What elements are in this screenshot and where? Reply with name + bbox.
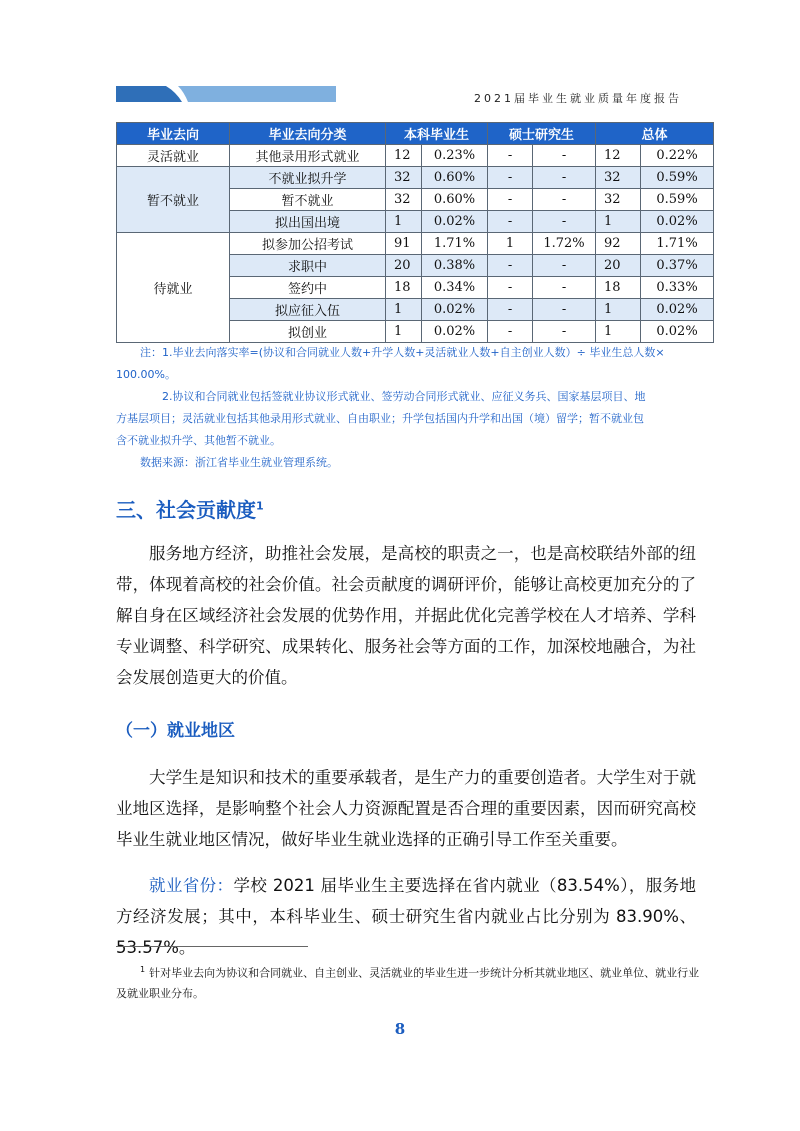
cell-value: 1.71% <box>422 233 488 255</box>
header-overall: 总体 <box>596 123 714 145</box>
category-cell: 签约中 <box>230 277 386 299</box>
table-note-2-line-1: 2.协议和合同就业包括签就业协议形式就业、签劳动合同形式就业、应征义务兵、国家基层项目、地 <box>162 390 646 403</box>
cell-value: 32 <box>386 167 422 189</box>
cell-value: 0.02% <box>422 299 488 321</box>
cell-value: - <box>533 255 596 277</box>
cell-value: 0.02% <box>422 211 488 233</box>
cell-value: 32 <box>386 189 422 211</box>
cell-value: 1 <box>386 321 422 343</box>
cell-value: - <box>533 211 596 233</box>
cell-value: 1 <box>596 211 641 233</box>
table-note-1-line-1: 注：1.毕业去向落实率=(协议和合同就业人数+升学人数+灵活就业人数+自主创业人数）÷ 毕业生总人数× <box>140 346 665 359</box>
cell-value: - <box>488 145 533 167</box>
cell-value: - <box>533 277 596 299</box>
cell-value: 0.23% <box>422 145 488 167</box>
graduation-destination-table <box>116 122 714 343</box>
header-destination: 毕业去向 <box>117 123 230 145</box>
category-cell: 暂不就业 <box>230 189 386 211</box>
cell-value: - <box>533 145 596 167</box>
cell-value: - <box>533 167 596 189</box>
cell-value: 91 <box>386 233 422 255</box>
cell-value: 12 <box>386 145 422 167</box>
cell-value: - <box>533 189 596 211</box>
cell-value: - <box>488 167 533 189</box>
group-label: 待就业 <box>117 233 230 343</box>
subsection-title: （一）就业地区 <box>116 721 235 741</box>
table-note-1-line-2: 100.00%。 <box>116 368 176 381</box>
cell-value: 20 <box>596 255 641 277</box>
category-cell: 不就业拟升学 <box>230 167 386 189</box>
paragraph-employment-province <box>116 870 696 963</box>
cell-value: 1 <box>596 321 641 343</box>
cell-value: 1.71% <box>641 233 714 255</box>
footnote-number: 1 <box>140 965 146 974</box>
group-label: 灵活就业 <box>117 145 230 167</box>
cell-value: - <box>533 321 596 343</box>
cell-value: - <box>488 255 533 277</box>
table-row <box>117 145 714 167</box>
cell-value: 1 <box>386 211 422 233</box>
category-cell: 其他录用形式就业 <box>230 145 386 167</box>
cell-value: 0.59% <box>641 189 714 211</box>
cell-value: - <box>488 299 533 321</box>
cell-value: 0.22% <box>641 145 714 167</box>
header-undergrad: 本科毕业生 <box>386 123 488 145</box>
section-title <box>116 494 264 523</box>
table-row <box>117 233 714 255</box>
cell-value: 32 <box>596 167 641 189</box>
footnote-text: 针对毕业去向为协议和合同就业、自主创业、灵活就业的毕业生进一步统计分析其就业地区、就业单位、就业行业及就业职业分布。 <box>116 966 700 1000</box>
cell-value: 0.02% <box>641 321 714 343</box>
footnote-divider <box>116 946 308 947</box>
cell-value: 0.02% <box>641 299 714 321</box>
category-cell: 拟出国出境 <box>230 211 386 233</box>
cell-value: 1.72% <box>533 233 596 255</box>
cell-value: 0.02% <box>641 211 714 233</box>
cell-value: 0.59% <box>641 167 714 189</box>
category-cell: 拟应征入伍 <box>230 299 386 321</box>
cell-value: 92 <box>596 233 641 255</box>
cell-value: - <box>488 189 533 211</box>
cell-value: 1 <box>596 299 641 321</box>
table-note-2-line-2: 方基层项目；灵活就业包括其他录用形式就业、自由职业；升学包括国内升学和出国（境）留学；暂不就业包 <box>116 412 644 425</box>
cell-value: 0.34% <box>422 277 488 299</box>
cell-value: - <box>488 277 533 299</box>
data-source: 数据来源：浙江省毕业生就业管理系统。 <box>140 456 338 469</box>
cell-value: - <box>533 299 596 321</box>
cell-value: 0.60% <box>422 167 488 189</box>
header-master: 硕士研究生 <box>488 123 596 145</box>
paragraph-lead: 就业省份： <box>149 876 234 895</box>
cell-value: 32 <box>596 189 641 211</box>
table-row <box>117 167 714 189</box>
section-title-text: 三、社会贡献度 <box>116 498 256 522</box>
cell-value: 12 <box>596 145 641 167</box>
group-label: 暂不就业 <box>117 167 230 233</box>
cell-value: 1 <box>488 233 533 255</box>
header-title: 2021届毕业生就业质量年度报告 <box>474 92 682 105</box>
cell-value: 18 <box>596 277 641 299</box>
paragraph-employment-region: 大学生是知识和技术的重要承载者，是生产力的重要创造者。大学生对于就业地区选择，是影响整个社会人力资源配置是否合理的重要因素，因而研究高校毕业生就业地区情况，做好毕业生就业选择的正确引导工作至关重要。 <box>116 768 696 849</box>
cell-value: 20 <box>386 255 422 277</box>
cell-value: 0.33% <box>641 277 714 299</box>
header-banner <box>116 86 336 102</box>
cell-value: - <box>488 211 533 233</box>
cell-value: - <box>488 321 533 343</box>
table-note-2-line-3: 含不就业拟升学、其他暂不就业。 <box>116 434 281 447</box>
header-category: 毕业去向分类 <box>230 123 386 145</box>
category-cell: 求职中 <box>230 255 386 277</box>
category-cell: 拟创业 <box>230 321 386 343</box>
footnote <box>116 960 701 1004</box>
cell-value: 0.37% <box>641 255 714 277</box>
footnote-mark: 1 <box>256 499 264 513</box>
category-cell: 拟参加公招考试 <box>230 233 386 255</box>
paragraph-body: 学校 2021 届毕业生主要选择在省内就业（83.54%），服务地方经济发展；其中，本科毕业生、硕士研究生省内就业占比分别为 83.90%、53.57%。 <box>116 876 696 957</box>
paragraph-social-contribution: 服务地方经济，助推社会发展，是高校的职责之一，也是高校联结外部的纽带，体现着高校的社会价值。社会贡献度的调研评价，能够让高校更加充分的了解自身在区域经济社会发展的优势作用，并据此优化完善学校在人才培养、学科专业调整、科学研究、成果转化、服务社会等方面的工作，加深校地融合，为社会发展创造更大的价值。 <box>116 544 696 687</box>
cell-value: 18 <box>386 277 422 299</box>
cell-value: 0.02% <box>422 321 488 343</box>
table-header-row <box>117 123 714 145</box>
cell-value: 0.38% <box>422 255 488 277</box>
cell-value: 0.60% <box>422 189 488 211</box>
page-number: 8 <box>394 1020 406 1038</box>
cell-value: 1 <box>386 299 422 321</box>
